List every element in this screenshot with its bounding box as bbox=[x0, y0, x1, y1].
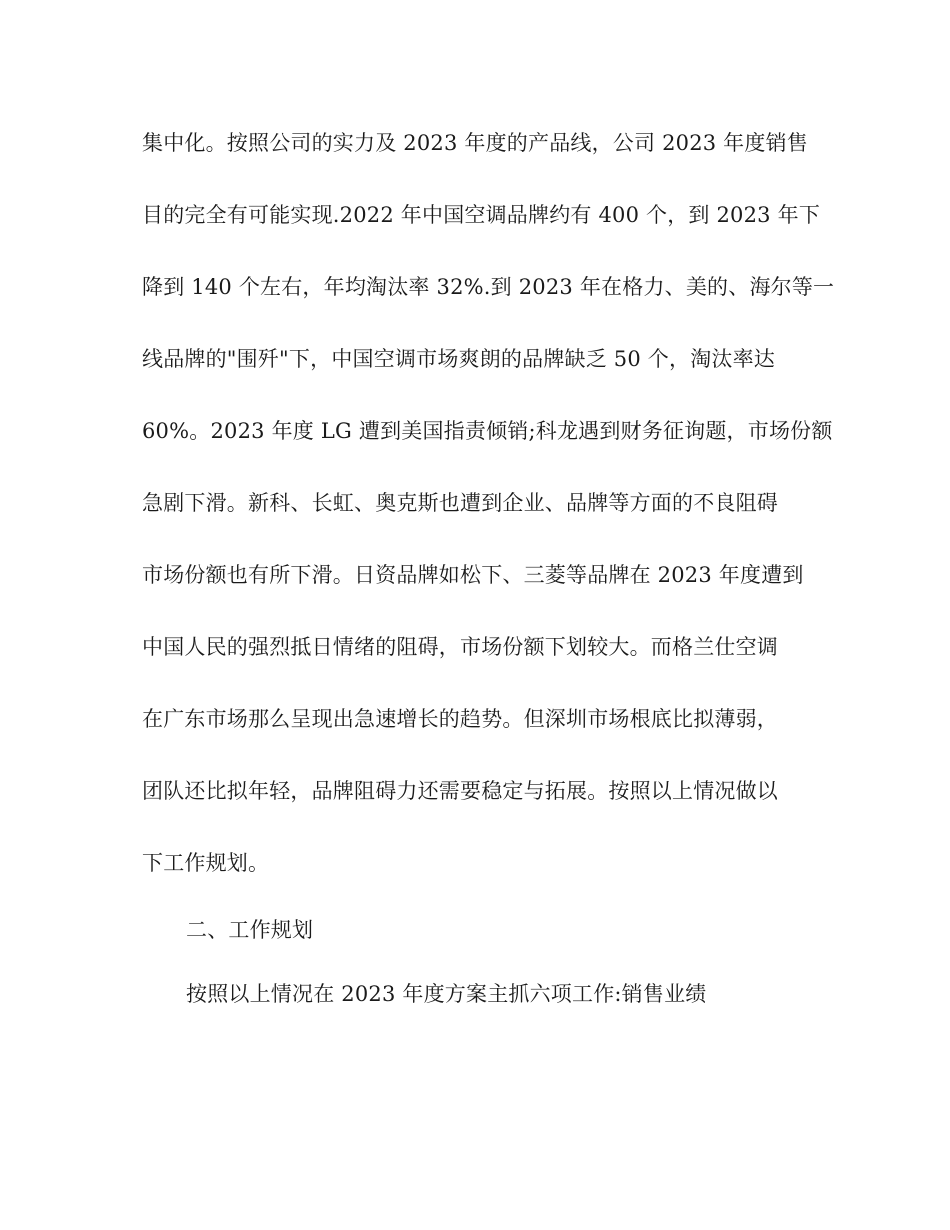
body-text-line: 60%。2023 年度 LG 遭到美国指责倾销;科龙遇到财务征询题，市场份额 bbox=[142, 419, 833, 443]
body-text-line: 集中化。按照公司的实力及 2023 年度的产品线，公司 2023 年度销售 bbox=[142, 131, 808, 155]
body-text-line: 目的完全有可能实现.2022 年中国空调品牌约有 400 个，到 2023 年下 bbox=[142, 203, 821, 227]
body-text-line: 市场份额也有所下滑。日资品牌如松下、三菱等品牌在 2023 年度遭到 bbox=[142, 563, 804, 587]
body-text-line: 下工作规划。 bbox=[142, 851, 270, 875]
body-text-line: 团队还比拟年轻，品牌阻碍力还需要稳定与拓展。按照以上情况做以 bbox=[142, 779, 778, 803]
body-text-line: 降到 140 个左右，年均淘汰率 32%.到 2023 年在格力、美的、海尔等一 bbox=[142, 275, 835, 299]
body-text-line: 按照以上情况在 2023 年度方案主抓六项工作:销售业绩 bbox=[186, 982, 707, 1006]
body-text-line: 急剧下滑。新科、长虹、奥克斯也遭到企业、品牌等方面的不良阻碍 bbox=[142, 491, 778, 515]
body-text-line: 中国人民的强烈抵日情绪的阻碍，市场份额下划较大。而格兰仕空调 bbox=[142, 635, 778, 659]
section-heading: 二、工作规划 bbox=[186, 918, 314, 942]
body-text-line: 在广东市场那么呈现出急速增长的趋势。但深圳市场根底比拟薄弱， bbox=[142, 707, 778, 731]
body-text-line: 线品牌的"围歼"下，中国空调市场爽朗的品牌缺乏 50 个，淘汰率达 bbox=[142, 347, 775, 371]
